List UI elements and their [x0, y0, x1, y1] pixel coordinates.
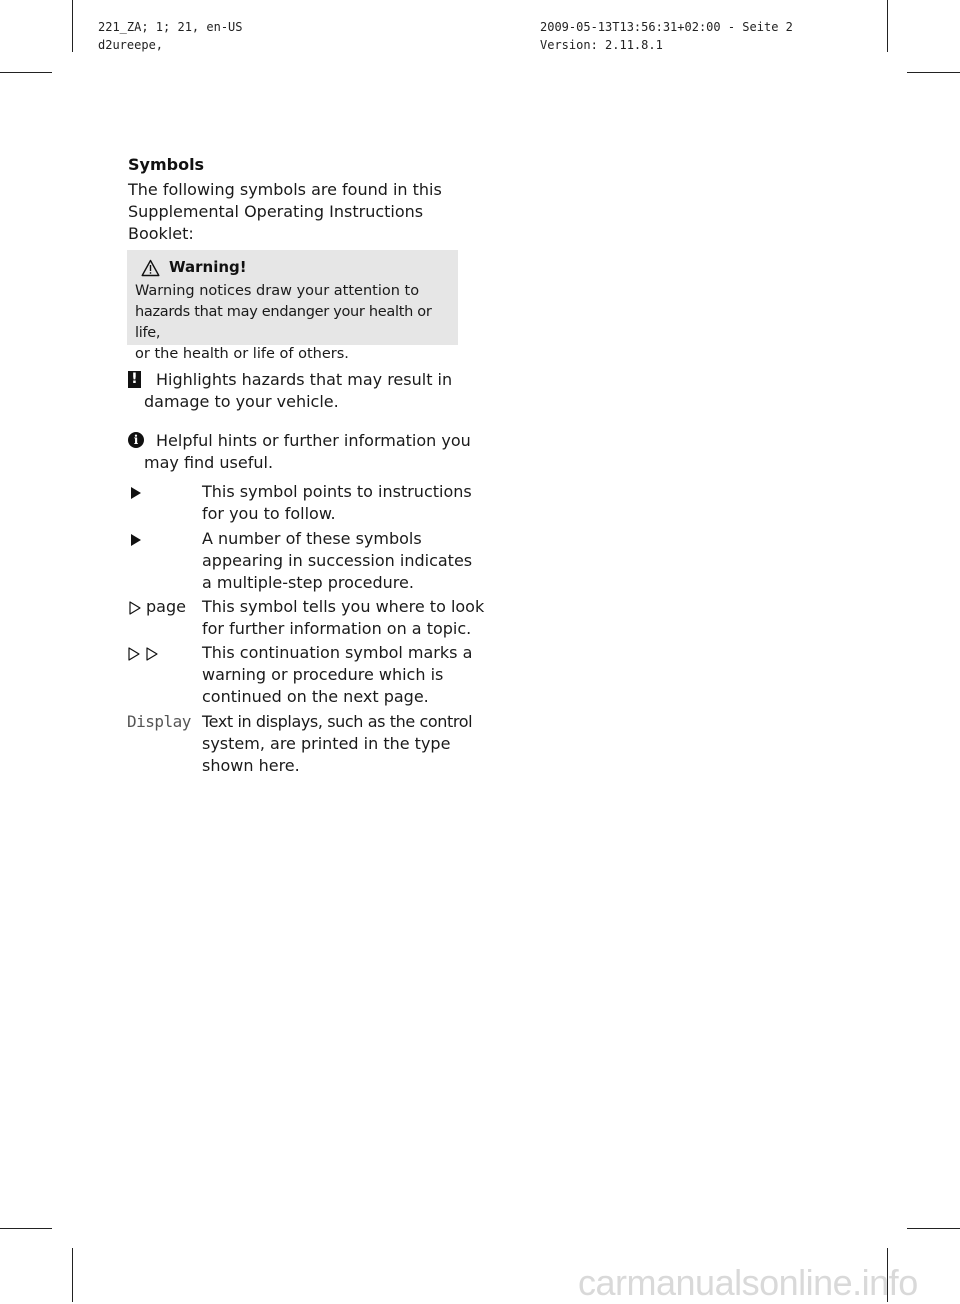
- header-right: [540, 18, 793, 54]
- header-timestamp: 2009-05-13T13:56:31+02:00 - Seite 2: [540, 20, 793, 34]
- symbol-description-line: This symbol tells you where to look: [202, 597, 485, 616]
- header-left: [98, 18, 243, 54]
- hazard-line: damage to your vehicle.: [144, 392, 339, 411]
- intro-line: Supplemental Operating Instructions: [128, 202, 424, 221]
- symbol-description-line: Text in displays, such as the control: [202, 712, 473, 731]
- info-note-cont: [144, 452, 273, 474]
- symbol-description-line: A number of these symbols: [202, 529, 422, 548]
- info-icon: i: [128, 432, 144, 448]
- symbol-description-line: for you to follow.: [202, 504, 336, 523]
- intro-line: The following symbols are found in this: [128, 180, 442, 199]
- symbol-description-line: This continuation symbol marks a: [202, 643, 473, 662]
- info-note: [156, 430, 471, 452]
- symbol-description-line: system, are printed in the type: [202, 734, 451, 753]
- symbol-description-line: warning or procedure which is: [202, 665, 444, 684]
- instruction-arrow-icon: [130, 486, 142, 500]
- symbol-description-line: This symbol points to instructions: [202, 482, 472, 501]
- warning-box: [127, 250, 458, 362]
- continuation-icon: [128, 647, 160, 661]
- symbol-description: [202, 596, 484, 640]
- page-reference-icon: [129, 601, 141, 615]
- watermark: carmanualsonline.info: [578, 1262, 918, 1303]
- exclamation-icon: !: [128, 371, 141, 388]
- header-doc-name: d2ureepe,: [98, 38, 164, 52]
- crop-mark: [907, 1228, 960, 1229]
- header-doc-id: 221_ZA; 1; 21, en-US: [98, 20, 243, 34]
- hazard-note: [156, 369, 452, 391]
- symbol-description-line: appearing in succession indicates: [202, 551, 473, 570]
- section-title: Symbols: [128, 155, 205, 174]
- crop-mark: [72, 0, 73, 52]
- intro-line: Booklet:: [128, 224, 194, 243]
- instruction-arrow-icon: [130, 533, 142, 547]
- hazard-note-cont: [144, 391, 339, 413]
- symbol-description: [202, 528, 472, 594]
- symbol-description-line: shown here.: [202, 756, 300, 775]
- warning-line: or the health or life of others.: [135, 346, 349, 362]
- crop-mark: [0, 72, 52, 73]
- crop-mark: [887, 0, 888, 52]
- symbol-description-line: continued on the next page.: [202, 687, 429, 706]
- warning-triangle-icon: [141, 259, 160, 277]
- symbol-description: [202, 642, 472, 708]
- info-line: may find useful.: [144, 453, 274, 472]
- crop-mark: [907, 72, 960, 73]
- page-reference-label: page: [146, 597, 186, 616]
- warning-text: [135, 281, 457, 365]
- symbol-description: [202, 481, 472, 525]
- symbol-description-line: for further information on a topic.: [202, 619, 472, 638]
- warning-line: Warning notices draw your attention to: [135, 283, 420, 299]
- intro-paragraph: [128, 179, 442, 245]
- header-version: Version: 2.11.8.1: [540, 38, 663, 52]
- display-font-sample: Display: [127, 712, 191, 731]
- symbol-description: [202, 711, 472, 777]
- hazard-line: Highlights hazards that may result in: [156, 370, 453, 389]
- warning-line: hazards that may endanger your health or life,: [135, 304, 432, 341]
- symbol-description-line: a multiple-step procedure.: [202, 573, 414, 592]
- warning-title: Warning!: [169, 258, 247, 276]
- crop-mark: [72, 1248, 73, 1302]
- info-line: Helpful hints or further information you: [156, 431, 471, 450]
- crop-mark: [0, 1228, 52, 1229]
